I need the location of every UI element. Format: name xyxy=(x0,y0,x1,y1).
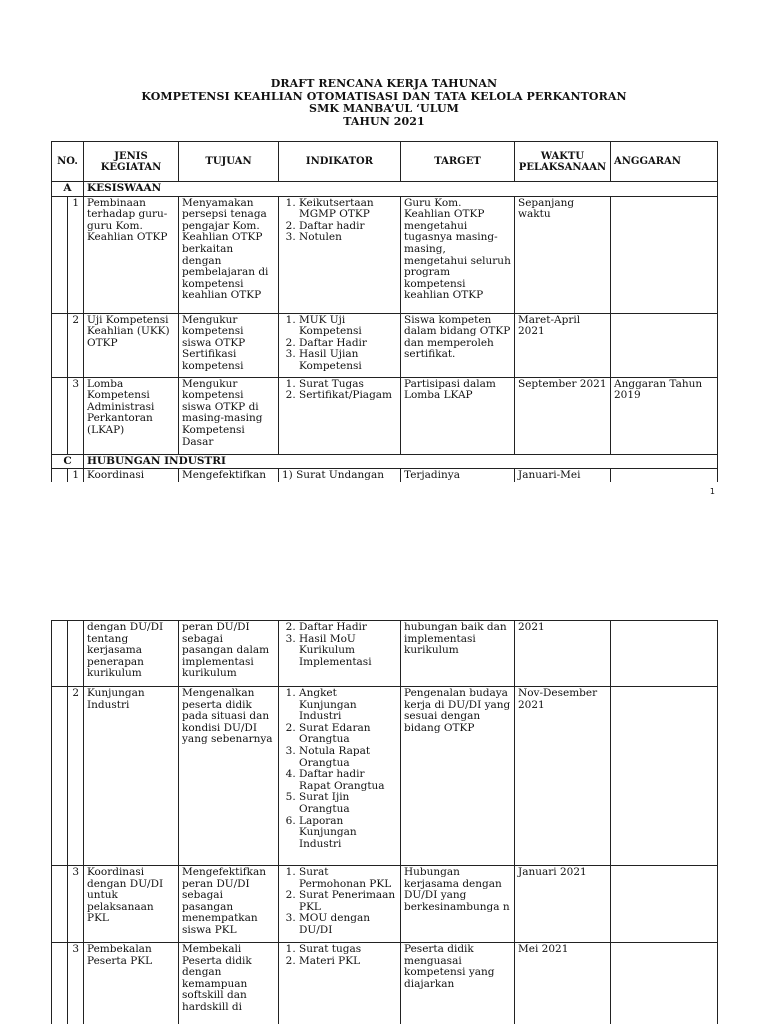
section-row-kesiswaan xyxy=(52,182,718,197)
cell-waktu: Nov-Desember 2021 xyxy=(515,687,611,866)
cell-anggaran xyxy=(611,313,718,377)
table-row xyxy=(52,469,718,482)
work-plan-table-page-1 xyxy=(51,141,718,482)
cell-target: Peserta didik menguasai kompetensi yang diajarkan xyxy=(401,943,515,1024)
table-row xyxy=(52,621,718,687)
cell-tujuan: Mengukur kompetensi siswa OTKP Sertifikasi kompetensi xyxy=(179,313,279,377)
cell-indikator: 1) Surat Undangan xyxy=(279,469,401,482)
table-row xyxy=(52,196,718,313)
table-row xyxy=(52,866,718,943)
cell-waktu: Maret-April 2021 xyxy=(515,313,611,377)
header-target: TARGET xyxy=(401,142,515,182)
cell-tujuan: Menyamakan persepsi tenaga pengajar Kom. Keahlian OTKP berkaitan dengan pembelajaran di kompetensi keahlian OTKP xyxy=(179,196,279,313)
header-waktu-pelaksanaan: WAKTU PELAKSANAAN xyxy=(515,142,611,182)
row-number: 1 xyxy=(68,196,84,313)
cell-jenis: Koordinasi dengan DU/DI untuk pelaksanaan PKL xyxy=(84,866,179,943)
cell-anggaran xyxy=(611,469,718,482)
indikator-item: 2. Daftar Hadir xyxy=(299,622,397,634)
cell-anggaran xyxy=(611,621,718,687)
cell-waktu: Januari-Mei xyxy=(515,469,611,482)
cell-jenis: Lomba Kompetensi Administrasi Perkantoran (LKAP) xyxy=(84,377,179,454)
section-title: KESISWAAN xyxy=(84,182,718,197)
cell-target: Siswa kompeten dalam bidang OTKP dan memperoleh sertifikat. xyxy=(401,313,515,377)
table-row xyxy=(52,687,718,866)
cell-waktu: 2021 xyxy=(515,621,611,687)
cell-tujuan: Mengefektifkan peran DU/DI sebagai pasangan menempatkan siswa PKL xyxy=(179,866,279,943)
indikator-item: 1. MUK Uji Kompetensi xyxy=(299,315,397,338)
row-number: 2 xyxy=(68,313,84,377)
page-2 xyxy=(0,620,768,1024)
section-title: HUBUNGAN INDUSTRI xyxy=(84,454,718,469)
cell-tujuan: Mengefektifkan xyxy=(179,469,279,482)
cell-target: Partisipasi dalam Lomba LKAP xyxy=(401,377,515,454)
indikator-item: 3. MOU dengan DU/DI xyxy=(299,913,397,936)
title-line-3: SMK MANBA’UL ‘ULUM xyxy=(309,102,459,115)
indikator-item: 2. Daftar Hadir xyxy=(299,338,397,350)
indikator-item: 1. Surat Tugas xyxy=(299,379,397,391)
cell-jenis: Uji Kompetensi Keahlian (UKK) OTKP xyxy=(84,313,179,377)
table-row xyxy=(52,313,718,377)
header-indikator: INDIKATOR xyxy=(279,142,401,182)
row-number: 1 xyxy=(68,469,84,482)
cell-anggaran xyxy=(611,866,718,943)
cell-indikator xyxy=(279,621,401,687)
indikator-item: 2. Daftar hadir xyxy=(299,221,397,233)
indikator-item: 3. Hasil MoU Kurikulum Implementasi xyxy=(299,634,397,669)
cell-target: Pengenalan budaya kerja di DU/DI yang sesuai dengan bidang OTKP xyxy=(401,687,515,866)
cell-tujuan: Mengukur kompetensi siswa OTKP di masing-masing Kompetensi Dasar xyxy=(179,377,279,454)
section-row-hubungan-industri xyxy=(52,454,718,469)
cell-anggaran xyxy=(611,196,718,313)
cell-jenis: Koordinasi xyxy=(84,469,179,482)
row-number: 2 xyxy=(68,687,84,866)
indikator-item: 2. Surat Penerimaan PKL xyxy=(299,890,397,913)
indikator-item: 3. Notula Rapat Orangtua xyxy=(299,746,397,769)
header-no: NO. xyxy=(52,142,84,182)
cell-tujuan: Mengenalkan peserta didik pada situasi dan kondisi DU/DI yang sebenarnya xyxy=(179,687,279,866)
page-1 xyxy=(0,0,768,482)
cell-indikator xyxy=(279,377,401,454)
indikator-item: 3. Notulen xyxy=(299,232,397,244)
indikator-item: 3. Hasil Ujian Kompetensi xyxy=(299,349,397,372)
indikator-item: 1. Surat tugas xyxy=(299,944,397,956)
row-number: 3 xyxy=(68,866,84,943)
cell-indikator xyxy=(279,196,401,313)
title-line-2: KOMPETENSI KEAHLIAN OTOMATISASI DAN TATA KELOLA PERKANTORAN xyxy=(141,89,627,103)
cell-waktu: Januari 2021 xyxy=(515,866,611,943)
cell-target: Guru Kom. Keahlian OTKP mengetahui tugasnya masing-masing, mengetahui seluruh program kompetensi keahlian OTKP xyxy=(401,196,515,313)
page-number: 1 xyxy=(709,487,715,496)
cell-indikator xyxy=(279,687,401,866)
header-tujuan: TUJUAN xyxy=(179,142,279,182)
header-jenis-kegiatan: JENIS KEGIATAN xyxy=(84,142,179,182)
indikator-item: 2. Sertifikat/Piagam xyxy=(299,390,397,402)
cell-target: Terjadinya xyxy=(401,469,515,482)
header-anggaran: ANGGARAN xyxy=(611,142,718,182)
cell-anggaran xyxy=(611,687,718,866)
cell-jenis: Kunjungan Industri xyxy=(84,687,179,866)
header-row xyxy=(52,142,718,182)
cell-waktu: Mei 2021 xyxy=(515,943,611,1024)
cell-indikator xyxy=(279,313,401,377)
indikator-item: 2. Surat Edaran Orangtua xyxy=(299,723,397,746)
title-line-4: TAHUN 2021 xyxy=(343,114,425,128)
section-letter: A xyxy=(52,182,84,197)
indikator-item: 2. Materi PKL xyxy=(299,956,397,968)
indikator-item: 4. Daftar hadir Rapat Orangtua xyxy=(299,769,397,792)
indikator-item: 6. Laporan Kunjungan Industri xyxy=(299,816,397,851)
cell-waktu: September 2021 xyxy=(515,377,611,454)
indikator-item: 1. Angket Kunjungan Industri xyxy=(299,688,397,723)
cell-anggaran xyxy=(611,943,718,1024)
row-number: 3 xyxy=(68,377,84,454)
cell-anggaran: Anggaran Tahun 2019 xyxy=(611,377,718,454)
cell-waktu: Sepanjang waktu xyxy=(515,196,611,313)
row-number: 3 xyxy=(68,943,84,1024)
cell-target: Hubungan kerjasama dengan DU/DI yang berkesinambunga n xyxy=(401,866,515,943)
section-letter: C xyxy=(52,454,84,469)
cell-indikator xyxy=(279,943,401,1024)
cell-jenis: Pembekalan Peserta PKL xyxy=(84,943,179,1024)
cell-jenis: Pembinaan terhadap guru-guru Kom. Keahlian OTKP xyxy=(84,196,179,313)
cell-target: hubungan baik dan implementasi kurikulum xyxy=(401,621,515,687)
cell-tujuan: Membekali Peserta didik dengan kemampuan softskill dan hardskill di xyxy=(179,943,279,1024)
cell-tujuan: peran DU/DI sebagai pasangan dalam implementasi kurikulum xyxy=(179,621,279,687)
indikator-item: 1. Surat Permohonan PKL xyxy=(299,867,397,890)
title-line-1: DRAFT RENCANA KERJA TAHUNAN xyxy=(270,77,498,90)
indikator-item: 1. Keikutsertaan MGMP OTKP xyxy=(299,198,397,221)
cell-jenis: dengan DU/DI tentang kerjasama penerapan kurikulum xyxy=(84,621,179,687)
cell-indikator xyxy=(279,866,401,943)
table-row xyxy=(52,943,718,1024)
table-row xyxy=(52,377,718,454)
indikator-item: 5. Surat Ijin Orangtua xyxy=(299,792,397,815)
work-plan-table-page-2 xyxy=(51,620,718,1024)
